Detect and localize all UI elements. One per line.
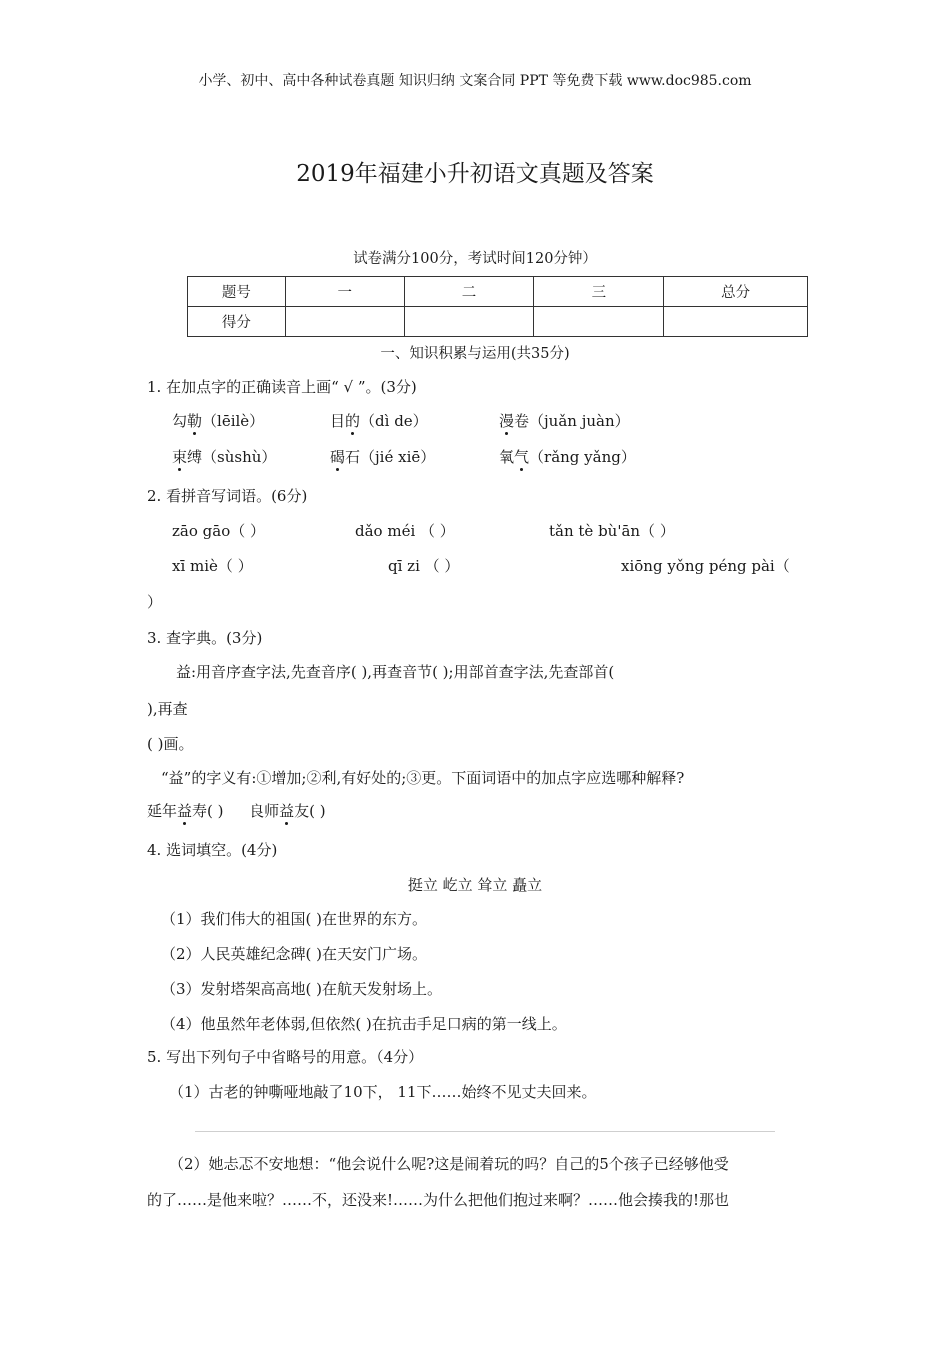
q3-words (147, 800, 326, 821)
exam-info: 试卷满分100分，考试时间120分钟） (353, 251, 597, 267)
dotted-char: 勒 (187, 412, 203, 430)
q1-char: 石 (345, 448, 361, 466)
score-table (187, 276, 808, 337)
q3-line: ),再查 (147, 700, 188, 718)
table-cell: 题号 (188, 277, 286, 307)
dotted-char: 气 (514, 448, 530, 466)
question-1-stem: 1. 在加点字的正确读音上画“ √ ”。(3分) (147, 378, 417, 396)
q4-item[interactable]: （1）我们伟大的祖国( )在世界的东方。 (161, 910, 428, 928)
q1-pinyin-options[interactable]: （rǎng yǎng） (529, 448, 636, 466)
q1-item (499, 410, 630, 431)
question-2-stem: 2. 看拼音写词语。(6分) (147, 487, 308, 505)
score-input-cell[interactable] (285, 307, 404, 337)
q1-item (330, 410, 428, 431)
q4-item[interactable]: （4）他虽然年老体弱,但依然( )在抗击手足口病的第一线上。 (161, 1015, 567, 1033)
word-choices: 挺立 屹立 耸立 矗立 (407, 876, 543, 894)
table-cell: 一 (285, 277, 404, 307)
question-3-stem: 3. 查字典。(3分) (147, 629, 263, 647)
question-4-stem: 4. 选词填空。(4分) (147, 841, 278, 859)
page-title: 2019年福建小升初语文真题及答案 (296, 161, 654, 187)
score-input-cell[interactable] (664, 307, 808, 337)
q1-pinyin-options[interactable]: （dì de） (360, 412, 428, 430)
table-cell: 三 (534, 277, 664, 307)
header-banner: 小学、初中、高中各种试卷真题 知识归纳 文案合同 PPT 等免费下载 www.doc985.com (198, 73, 752, 89)
q4-item[interactable]: （3）发射塔架高高地( )在航天发射场上。 (161, 980, 443, 998)
q1-char: 卷 (514, 412, 530, 430)
table-cell: 二 (404, 277, 534, 307)
pinyin-blank[interactable]: zāo gāo（ ） (172, 522, 265, 540)
q3-line: ( )画。 (147, 735, 194, 753)
q1-item (499, 446, 636, 467)
pinyin-blank[interactable]: qī zi （ ） (388, 557, 460, 575)
q1-pinyin-options[interactable]: （juǎn juàn） (529, 412, 630, 430)
q5-sentence: （1）古老的钟嘶哑地敲了10下， 11下……始终不见丈夫回来。 (169, 1083, 597, 1101)
table-cell: 得分 (188, 307, 286, 337)
q1-item (330, 446, 435, 467)
dotted-char: 束 (172, 448, 188, 466)
q1-item (172, 446, 276, 467)
q1-char: 勾 (172, 412, 188, 430)
pinyin-blank[interactable]: tǎn tè bù'ān（ ） (549, 522, 675, 540)
q5-sentence: （2）她忐忑不安地想：“他会说什么呢?这是闹着玩的吗？自己的5个孩子已经够他受 (169, 1155, 729, 1173)
q3-word-part: 良师 (249, 802, 280, 820)
dotted-char: 的 (345, 412, 361, 430)
q4-item[interactable]: （2）人民英雄纪念碑( )在天安门广场。 (161, 945, 428, 963)
q3-word-blank[interactable]: 友( ) (294, 802, 326, 820)
pinyin-blank[interactable]: xī miè（ ） (172, 557, 253, 575)
q1-char: 目 (330, 412, 346, 430)
dotted-char: 碣 (330, 448, 346, 466)
q1-char: 氧 (499, 448, 515, 466)
answer-line[interactable] (195, 1131, 775, 1132)
q5-sentence: 的了……是他来啦？……不，还没来!……为什么把他们抱过来啊？……他会揍我的!那也 (147, 1191, 730, 1209)
q3-word-blank[interactable]: 寿( ) (192, 802, 224, 820)
q1-pinyin-options[interactable]: （jié xiē） (360, 448, 436, 466)
score-table-header-row (188, 277, 808, 307)
dotted-char: 漫 (499, 412, 515, 430)
table-cell: 总分 (664, 277, 808, 307)
score-input-cell[interactable] (404, 307, 534, 337)
dotted-char: 益 (177, 802, 193, 820)
question-5-stem: 5. 写出下列句子中省略号的用意。（4分） (147, 1048, 424, 1066)
section-heading: 一、知识积累与运用(共35分) (380, 346, 570, 362)
pinyin-blank[interactable]: xiōng yǒng péng pài（ (621, 557, 790, 575)
q1-pinyin-options[interactable]: （lēilè） (202, 412, 265, 430)
q1-pinyin-options[interactable]: （sùshù） (202, 448, 277, 466)
q1-char: 缚 (187, 448, 203, 466)
pinyin-blank[interactable]: dǎo méi （ ） (355, 522, 455, 540)
dotted-char: 益 (279, 802, 295, 820)
q3-line: 益:用音序查字法,先查音序( ),再查音节( );用部首查字法,先查部首( (176, 663, 615, 681)
q1-item (172, 410, 264, 431)
pinyin-blank-tail: ） (147, 593, 163, 611)
q3-line: “益”的字义有:①增加;②利,有好处的;③更。下面词语中的加点字应选哪种解释? (161, 769, 685, 787)
score-input-cell[interactable] (534, 307, 664, 337)
q3-word-part: 延年 (147, 802, 178, 820)
score-table-score-row (188, 307, 808, 337)
